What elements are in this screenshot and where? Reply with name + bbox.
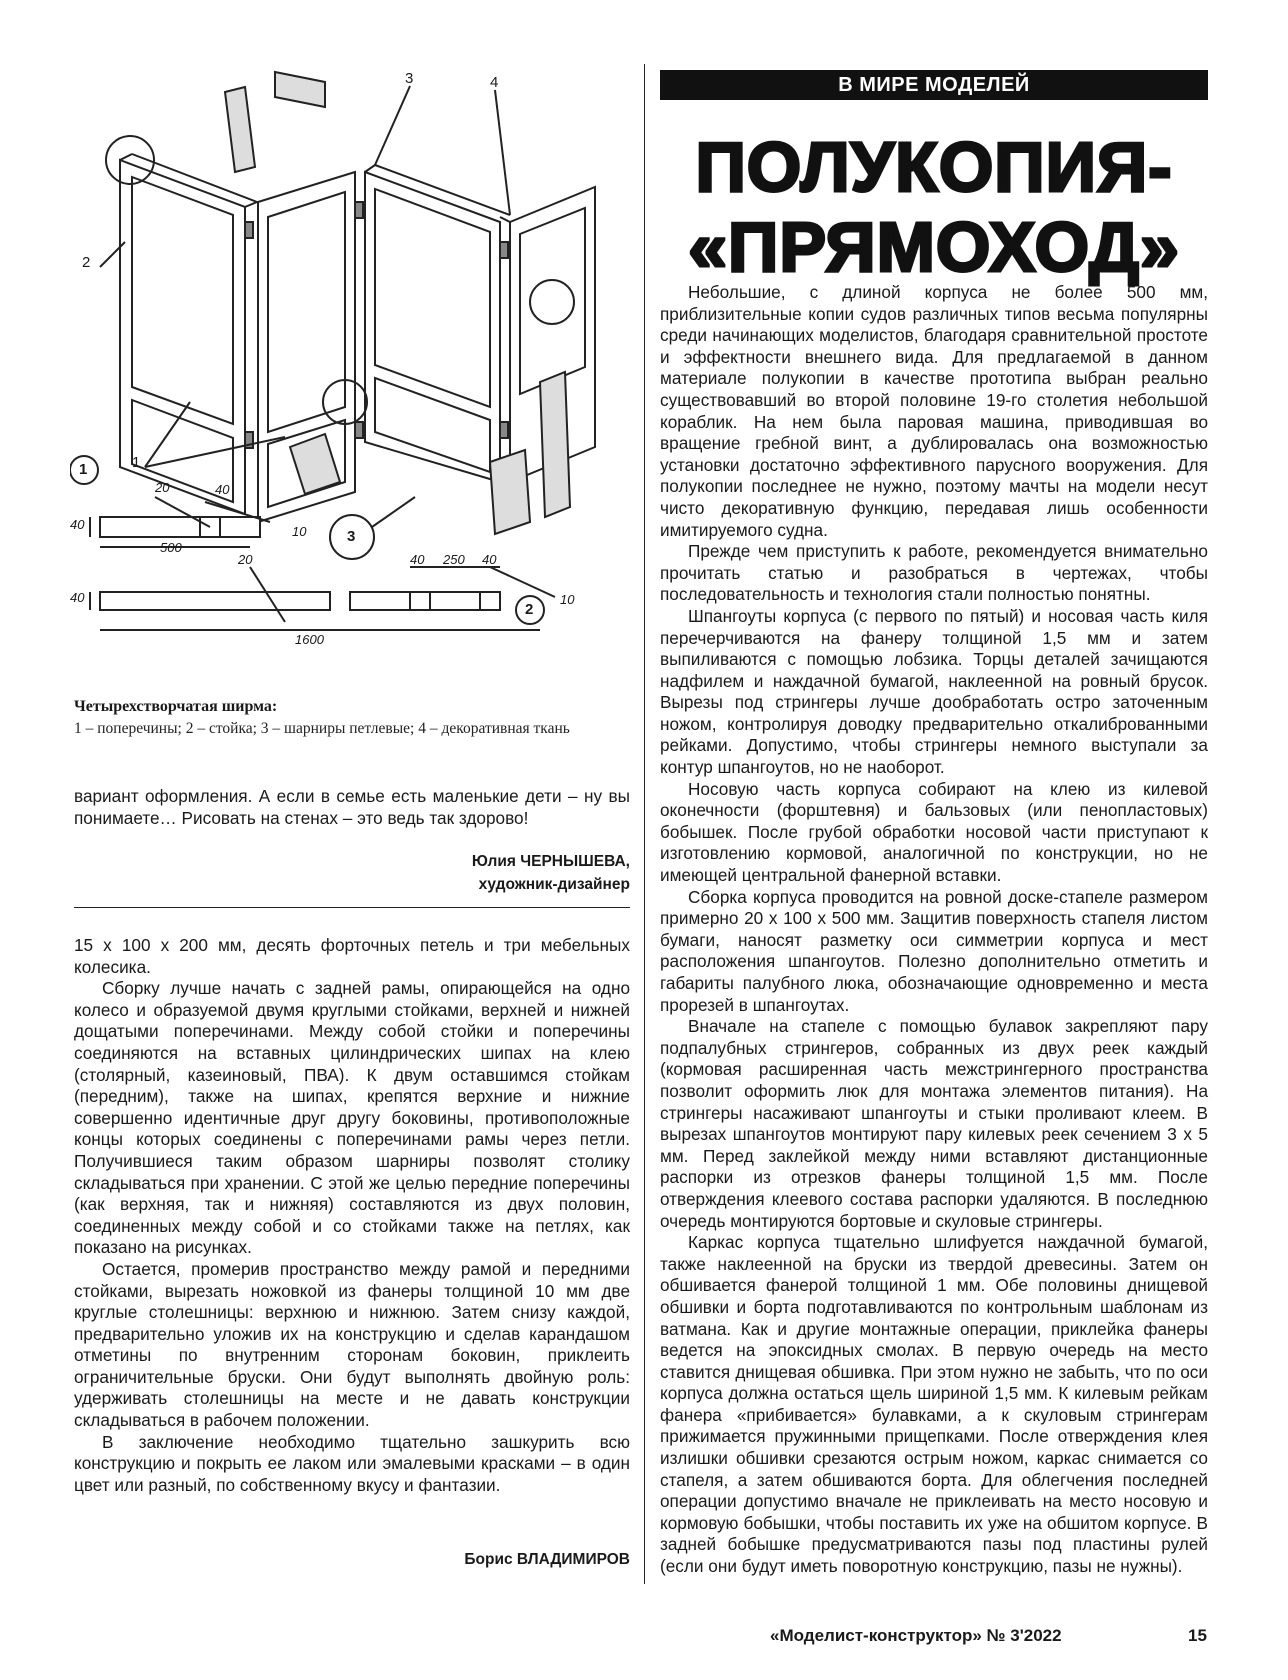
left-bottom-text: [74, 935, 630, 1496]
right-column-text: [660, 282, 1208, 1578]
dim-label: 10: [292, 524, 307, 539]
dim-label: 1600: [295, 632, 324, 647]
author-name: Юлия ЧЕРНЫШЕВА,: [471, 853, 630, 870]
paragraph: Носовую часть корпуса собирают на клею из килевой оконечности (форштевня) и бальзовых (или пенопластовых) бобышек. После грубой обработки носовой части приступают к изготовлению кормовой, аналогичной по конструкции, но не имеющей центральной фанерной вставки.: [660, 778, 1208, 886]
dim-label: 20: [155, 480, 170, 495]
paragraph: Шпангоуты корпуса (с первого по пятый) и носовая часть киля перечерчиваются на фанеру толщиной 1,5 мм и затем выпиливаются с помощью лобзика. Торцы деталей зачищаются надфилем и наждачной бумагой, наклеенной на ровный брусок. Вырезы под стрингеры лучше дообработать остро заточенным ножом, контролируя доводку предварительно откалиброванными рейками. Допустимо, чтобы стрингеры немного выступали за контур шпангоутов, но не наоборот.: [660, 605, 1208, 778]
marker-1: 1: [79, 461, 88, 478]
callout-1: 1: [132, 454, 141, 471]
figure-caption: [74, 698, 634, 739]
headline-line-2: «ПРЯМОХОД»: [688, 208, 1180, 286]
paragraph: вариант оформления. А если в семье есть маленькие дети – ну вы понимаете… Рисовать на стенах – это ведь так здорово!: [74, 786, 630, 828]
dim-label: 40: [70, 517, 85, 532]
dim-label: 250: [443, 552, 465, 567]
paragraph: Остается, промерив пространство между рамой и передними стойками, вырезать ножовкой из фанеры толщиной 10 мм две круглые столешницы: верхнюю и нижнюю. Затем снизу каждой, предварительно уложив их на конструкцию и сделав карандашом отметины по внутренним сторонам боковин, приклеить ограничительные бруски. Они будут выполнять двойную роль: удерживать столешницы на месте и не давать конструкции складываться в рабочем положении.: [74, 1258, 630, 1431]
left-top-text: [74, 786, 630, 829]
dim-label: 40: [70, 590, 85, 605]
paragraph: В заключение необходимо тщательно зашкурить всю конструкцию и покрыть ее лаком или эмалевыми красками – в один цвет или разный, по собственному вкусу и фантазии.: [74, 1431, 630, 1495]
page-number: 15: [1188, 1626, 1207, 1645]
author-signature-2: Борис ВЛАДИМИРОВ: [464, 1551, 630, 1568]
callout-2: 2: [82, 254, 91, 271]
dim-label: 40: [410, 552, 425, 567]
caption-body: 1 – поперечины; 2 – стойка; 3 – шарниры петлевые; 4 – декоративная ткань: [74, 720, 570, 737]
dim-label: 10: [560, 592, 575, 607]
author-signature-1: [300, 850, 630, 896]
article-headline: [660, 127, 1208, 287]
paragraph: 15 х 100 х 200 мм, десять форточных петель и три мебельных колесика.: [74, 935, 630, 977]
section-label: В МИРЕ МОДЕЛЕЙ: [660, 70, 1208, 100]
dim-label: 20: [238, 552, 253, 567]
marker-2: 2: [525, 601, 534, 618]
screen-illustration: [70, 62, 630, 702]
paragraph: Вначале на стапеле с помощью булавок закрепляют пару подпалубных стрингеров, собранных из двух реек каждый (кормовая расширенная часть межстрингерного пространства позволит оформить люк для монтажа элементов питания). На стрингеры насаживают шпангоуты и стыки проливают клеем. В вырезах шпангоутов монтируют пару килевых реек сечением 3 х 5 мм. Перед заклейкой между ними вставляют дистанционные распорки из отрезков фанеры толщиной 1,5 мм. После отверждения клеевого состава распорки удаляются. В последнюю очередь монтируются бортовые и скуловые стрингеры.: [660, 1016, 1208, 1231]
callout-3: 3: [405, 70, 414, 87]
author-role: художник-дизайнер: [478, 876, 630, 893]
dim-label: 500: [160, 540, 182, 555]
column-divider: [644, 64, 645, 1584]
callout-4: 4: [490, 74, 499, 91]
headline-line-1: ПОЛУКОПИЯ-: [695, 128, 1173, 206]
paragraph: Прежде чем приступить к работе, рекомендуется внимательно прочитать статью и разобраться в чертежах, чтобы последовательность и технология стали полностью понятны.: [660, 541, 1208, 605]
dim-label: 40: [482, 552, 497, 567]
marker-3: 3: [347, 528, 356, 545]
section-divider: [74, 907, 630, 908]
footer-magazine: «Моделист-конструктор» № 3'2022: [770, 1626, 1062, 1645]
paragraph: Каркас корпуса тщательно шлифуется наждачной бумагой, также наклеенной на бруски из твердой древесины. Затем он обшивается фанерой толщиной 1 мм. Обе половины днищевой обшивки и борта подготавливаются по контрольным шаблонам из ватмана. Как и другие монтажные операции, приклейка фанеры ведется на эпоксидных смолах. В первую очередь на место ставится днищевая обшивка. При этом нужно не забыть, что по оси корпуса должна остаться щель шириной 1,5 мм. К килевым рейкам фанера «прибивается» булавками, а к скуловым стрингерам прижимается пружинными прищепками. После отверждения клея излишки обшивки срезаются острым ножом, каркас снимается со стапеля, а затем обшиваются борта. Для облегчения последней операции допустимо вначале не приклеивать на место носовую и кормовую бобышки, чтобы поставить их уже на обшитом корпусе. В задней бобышке предусматриваются пазы под пластины рулей (если они будут иметь поворотную конструкцию, пазы не нужны).: [660, 1232, 1208, 1577]
caption-title: Четырехстворчатая ширма:: [74, 698, 278, 715]
paragraph: Небольшие, с длиной корпуса не более 500 мм, приблизительные копии судов различных типов весьма популярны среди начинающих моделистов, благодаря сравнительной простоте и эффектности внешнего вида. Для предлагаемой в данном материале полукопии в качестве прототипа выбран реально существовавший во второй половине 19-го столетия небольшой кораблик. На нем была паровая машина, приводившая во вращение гребной винт, а дублировалась она возможностью установки достаточно эффективного парусного вооружения. Для полукопии последнее не нужно, поэтому мачты на модели несут чисто декоративную функцию, передавая лишь особенности имитируемого судна.: [660, 282, 1208, 540]
paragraph: Сборку лучше начать с задней рамы, опирающейся на одно колесо и образуемой двумя круглыми стойками, верхней и нижней дощатыми поперечинами. Между собой стойки и поперечины соединяются на вставных цилиндрических шипах на клею (столярный, казеиновый, ПВА). К двум оставшимся стойкам (передним), также на шипах, крепятся верхние и нижние совершенно идентичные друг другу боковины, противоположные концы которых соединены с поперечинами рамы через петли. Получившиеся таким образом шарниры позволят столику складываться при хранении. С этой же целью передние поперечины (как верхняя, так и нижняя) составляются из двух половин, соединенных между собой и со стойками также на петлях, как показано на рисунках.: [74, 978, 630, 1258]
dim-label: 40: [215, 482, 230, 497]
figure-screen-drawing: [70, 62, 630, 702]
paragraph: Сборка корпуса проводится на ровной доске-стапеле размером примерно 20 х 100 х 500 мм. Защитив поверхность стапеля листом бумаги, наносят разметку оси симметрии корпуса и мест расположения шпангоутов. Полезно дополнительно отметить и габариты палубного люка, обозначающие одновременно и места прорезей в шпангоутах.: [660, 886, 1208, 1015]
